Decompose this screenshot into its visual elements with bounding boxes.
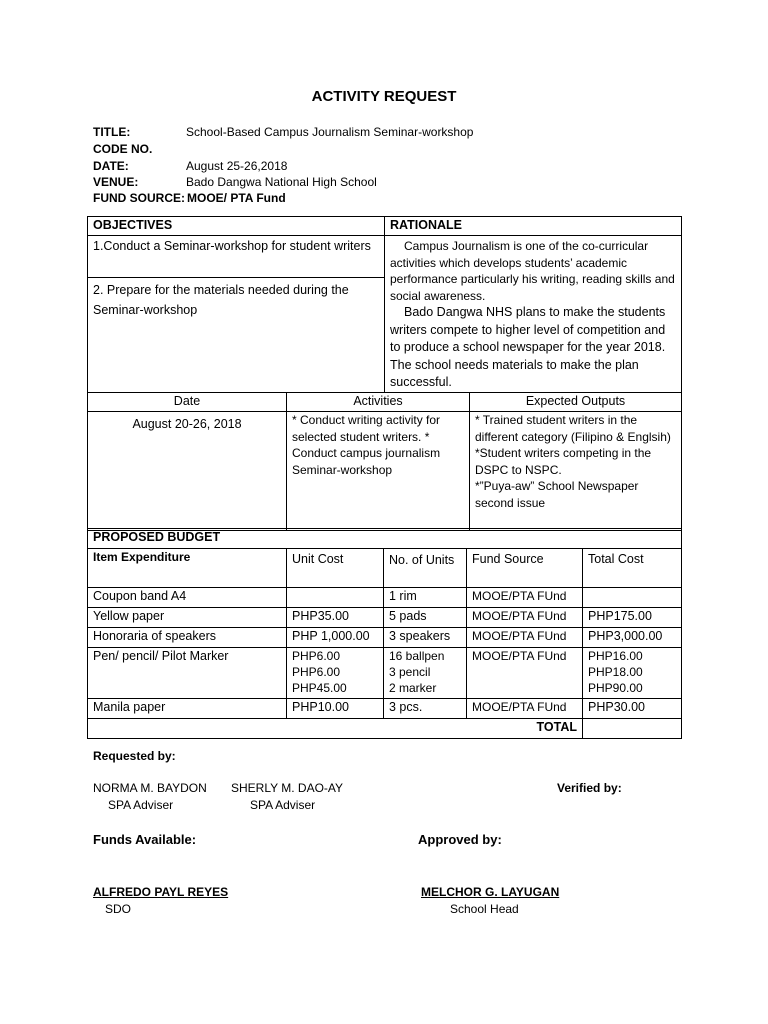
plan-header-outputs: Expected Outputs (470, 393, 682, 412)
budget-subvalue: 16 ballpen (389, 649, 445, 663)
signatory-name: ALFREDO PAYL REYES (93, 885, 229, 899)
budget-fund: MOOE/PTA FUnd (467, 628, 583, 648)
plan-header-activities: Activities (287, 393, 470, 412)
plan-output-item: * Trained student writers in the different category (Filipino & Englsih) (475, 413, 671, 444)
funds-available-label: Funds Available: (93, 832, 197, 847)
budget-heading: PROPOSED BUDGET (88, 529, 682, 549)
requested-by-label: Requested by: (93, 749, 176, 763)
plan-date: August 20-26, 2018 (88, 412, 287, 531)
budget-subvalue: 3 pencil (389, 665, 431, 679)
approved-by-label: Approved by: (418, 832, 502, 847)
signatory-name: SHERLY M. DAO-AY (231, 781, 344, 795)
budget-header-fund: Fund Source (467, 549, 583, 588)
budget-subvalue: PHP18.00 (588, 665, 643, 679)
budget-item: Yellow paper (88, 608, 287, 628)
budget-units (384, 648, 467, 699)
budget-total: PHP30.00 (583, 699, 682, 719)
budget-units: 1 rim (384, 588, 467, 608)
budget-fund: MOOE/PTA FUnd (467, 699, 583, 719)
budget-subvalue: 2 marker (389, 681, 437, 695)
code-label: CODE NO. (93, 142, 153, 156)
signatory-name: MELCHOR G. LAYUGAN (421, 885, 560, 899)
budget-unit-cost (287, 588, 384, 608)
objectives-rationale-table (87, 216, 682, 393)
budget-unit-cost: PHP10.00 (287, 699, 384, 719)
budget-unit-cost (287, 648, 384, 699)
date-value: August 25-26,2018 (186, 159, 288, 173)
table-row (88, 588, 682, 608)
verified-by-label: Verified by: (557, 781, 622, 795)
budget-header-unit-cost: Unit Cost (287, 549, 384, 588)
table-row (88, 608, 682, 628)
budget-fund: MOOE/PTA FUnd (467, 608, 583, 628)
signatory-role: SPA Adviser (108, 798, 174, 812)
budget-item: Coupon band A4 (88, 588, 287, 608)
budget-header-units: No. of Units (384, 549, 467, 588)
signatory-role: School Head (450, 902, 519, 916)
budget-subvalue: PHP16.00 (588, 649, 643, 663)
rationale-body (385, 236, 682, 393)
rationale-paragraph: Bado Dangwa NHS plans to make the students writers compete to higher level of competition and to produce a school newspaper for the year 2018. The school needs materials to make the plan successful. (390, 305, 666, 389)
budget-unit-cost: PHP 1,000.00 (287, 628, 384, 648)
budget-units: 3 pcs. (384, 699, 467, 719)
budget-total-row (88, 719, 682, 739)
venue-value: Bado Dangwa National High School (186, 175, 377, 189)
table-row (88, 699, 682, 719)
budget-unit-cost: PHP35.00 (287, 608, 384, 628)
rationale-heading: RATIONALE (385, 217, 682, 236)
rationale-paragraph: Campus Journalism is one of the co-curricular activities which develops students’ academic performance particularly his writing, reading skills and social awareness. (390, 239, 675, 303)
title-value: School-Based Campus Journalism Seminar-workshop (186, 125, 474, 139)
date-label: DATE: (93, 159, 129, 173)
budget-units: 3 speakers (384, 628, 467, 648)
table-row (88, 648, 682, 699)
signatory-role: SDO (105, 902, 132, 916)
activity-plan-table (87, 392, 682, 531)
budget-units: 5 pads (384, 608, 467, 628)
objective-item: 2. Prepare for the materials needed during the Seminar-workshop (88, 277, 385, 392)
budget-total (583, 588, 682, 608)
plan-output-item: *”Puya-aw” School Newspaper second issue (475, 479, 639, 510)
budget-header-total: Total Cost (583, 549, 682, 588)
budget-subvalue: PHP6.00 (292, 649, 341, 663)
fund-source-value: MOOE/ PTA Fund (187, 191, 286, 205)
signatory-role: SPA Adviser (250, 798, 316, 812)
budget-item: Pen/ pencil/ Pilot Marker (88, 648, 287, 699)
budget-table (87, 528, 682, 739)
budget-fund: MOOE/PTA FUnd (467, 648, 583, 699)
budget-header-item: Item Expenditure (88, 549, 287, 588)
budget-subvalue: PHP90.00 (588, 681, 643, 695)
budget-total: PHP175.00 (583, 608, 682, 628)
title-label: TITLE: (93, 125, 131, 139)
fund-source-label: FUND SOURCE: (93, 191, 185, 205)
objectives-heading: OBJECTIVES (88, 217, 385, 236)
objective-item: 1.Conduct a Seminar-workshop for student writers (88, 236, 385, 278)
venue-label: VENUE: (93, 175, 139, 189)
budget-total: PHP3,000.00 (583, 628, 682, 648)
table-row (88, 628, 682, 648)
document-title: ACTIVITY REQUEST (311, 88, 457, 105)
budget-total (583, 648, 682, 699)
budget-item: Manila paper (88, 699, 287, 719)
plan-outputs (470, 412, 682, 531)
budget-item: Honoraria of speakers (88, 628, 287, 648)
plan-activities: * Conduct writing activity for selected student writers. * Conduct campus journalism Seminar-workshop (287, 412, 470, 531)
budget-subvalue: PHP45.00 (292, 681, 347, 695)
budget-total-label: TOTAL (88, 719, 583, 739)
budget-fund: MOOE/PTA FUnd (467, 588, 583, 608)
signatory-name: NORMA M. BAYDON (93, 781, 207, 795)
budget-subvalue: PHP6.00 (292, 665, 341, 679)
budget-total-value (583, 719, 682, 739)
plan-header-date: Date (88, 393, 287, 412)
header-block (0, 124, 768, 208)
plan-output-item: *Student writers competing in the DSPC to NSPC. (475, 446, 652, 477)
